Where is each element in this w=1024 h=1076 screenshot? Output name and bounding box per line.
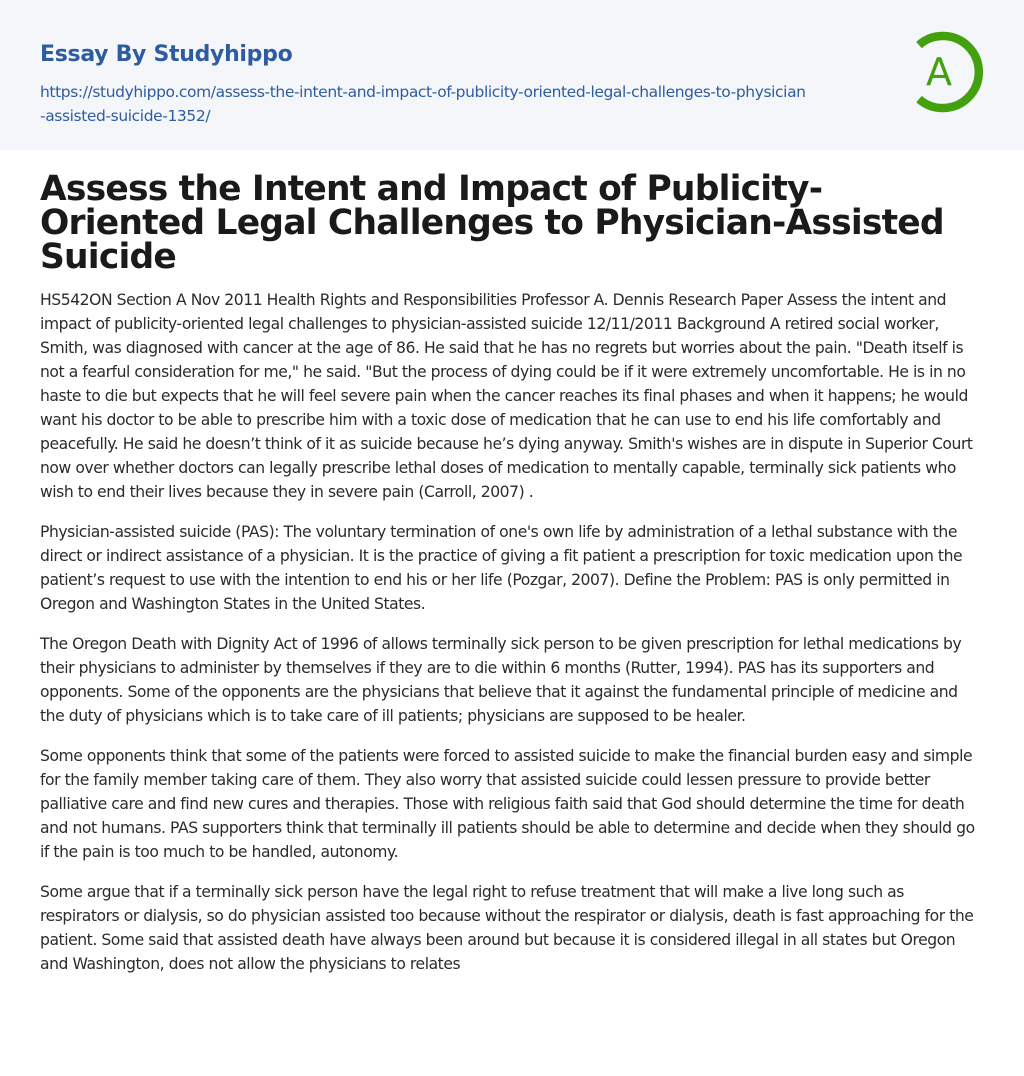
article-paragraph: Some opponents think that some of the patients were forced to assisted suicide to make the financial burden easy and simple for the family member taking care of them. They also worry that assisted suicide could lessen pressure to provide better palliative care and find new cures and therapies. Those with religious faith said that God should determine the time for death and not humans. PAS supporters think that terminally ill patients should be able to determine and decide when they should go if the pain is too much to be handled, autonomy. (40, 747, 975, 861)
article-paragraph: The Oregon Death with Dignity Act of 1996 of allows terminally sick person to be given prescription for lethal medications by their physicians to administer by themselves if they are to die within 6 months (Rutter, 1994). PAS has its supporters and opponents. Some of the opponents are the physicians that believe that it against the fundamental principle of medicine and the duty of physicians which is to take care of ill patients; physicians are supposed to be healer. (40, 635, 962, 725)
article-title: Assess the Intent and Impact of Publicity-Oriented Legal Challenges to Physician-Assisted Suicide (40, 169, 944, 277)
article-paragraph: HS542ON Section A Nov 2011 Health Rights and Responsibilities Professor A. Dennis Research Paper Assess the intent and impact of publicity-oriented legal challenges to physician-assisted suicide 12/11/2011 Background A retired social worker, Smith, was diagnosed with cancer at the age of 86. He said that he has no regrets but worries about the pain. "Death itself is not a fearful consideration for me," he said. "But the process of dying could be if it were extremely uncomfortable. He is in no haste to die but expects that he will feel severe pain when the cancer reaches its final phases and when it happens; he would want his doctor to be able to prescribe him with a toxic dose of medication that he can use to end his life comfortably and peacefully. He said he doesn’t think of it as suicide because he’s dying anyway. Smith's wishes are in dispute in Superior Court now over whether doctors can legally prescribe lethal doses of medication to mentally capable, terminally sick patients who wish to end their lives because they in severe pain (Carroll, 2007) . (40, 291, 973, 501)
article (0, 150, 1024, 1032)
brand-title: Essay By Studyhippo (40, 42, 293, 67)
studyhippo-a-logo-icon[interactable] (910, 28, 990, 116)
site-header (0, 0, 1024, 150)
logo-letter: A (926, 50, 952, 94)
essay-url-link[interactable]: https://studyhippo.com/assess-the-intent-and-impact-of-publicity-oriented-legal-challenges-to-physician-assisted-suicide-1352/ (40, 83, 806, 125)
article-paragraph: Some argue that if a terminally sick person have the legal right to refuse treatment that will make a live long such as respirators or dialysis, so do physician assisted too because without the respirator or dialysis, death is fast approaching for the patient. Some said that assisted death have always been around but because it is considered illegal in all states but Oregon and Washington, does not allow the physicians to relates (40, 883, 974, 973)
article-paragraph: Physician-assisted suicide (PAS): The voluntary termination of one's own life by administration of a lethal substance with the direct or indirect assistance of a physician. It is the practice of giving a fit patient a prescription for toxic medication upon the patient’s request to use with the intention to end his or her life (Pozgar, 2007). Define the Problem: PAS is only permitted in Oregon and Washington States in the United States. (40, 523, 963, 613)
